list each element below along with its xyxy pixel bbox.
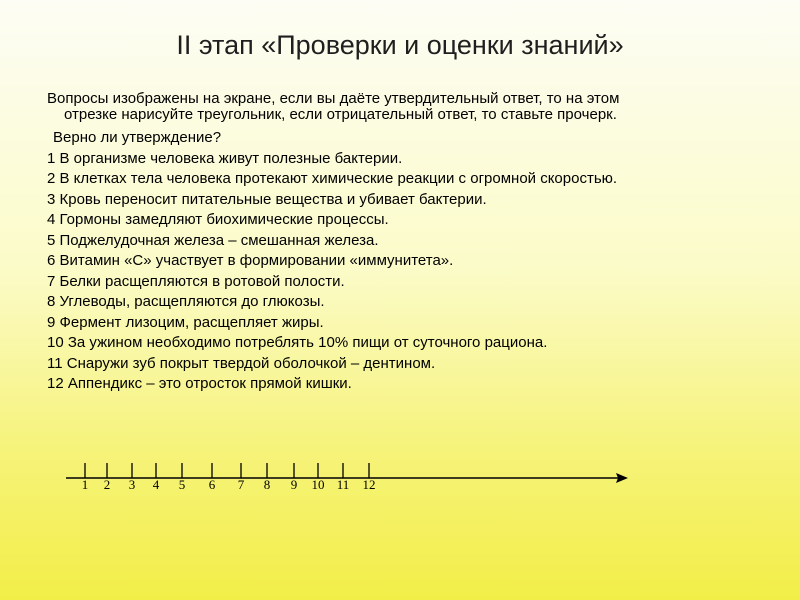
tick-label-12: 12 [362,477,376,492]
tick-label-1: 1 [81,477,89,492]
tick-label-10: 10 [311,477,325,492]
question-5: 5 Поджелудочная железа – смешанная железа. [47,231,379,249]
tick-label-6: 6 [208,477,216,492]
question-8: 8 Углеводы, расщепляются до глюкозы. [47,293,325,310]
question-10: 10 За ужином необходимо потреблять 10% пищи от суточного рациона. [47,334,548,351]
question-7: 7 Белки расщепляются в ротовой полости. [47,272,345,290]
tick-label-8: 8 [263,477,271,492]
tick-label-3: 3 [128,477,136,492]
question-12: 12 Аппендикс – это отросток прямой кишки. [47,375,352,392]
question-9: 9 Фермент лизоцим, расщепляет жиры. [47,313,324,331]
tick-label-4: 4 [152,477,160,492]
tick-label-11: 11 [336,477,350,492]
instructions-line-1: Вопросы изображены на экране, если вы даёте утвердительный ответ, то на этом [47,90,620,107]
tick-label-7: 7 [237,477,245,492]
question-11: 11 Снаружи зуб покрыт твердой оболочкой – дентином. [47,354,436,372]
instructions-line-2: отрезке нарисуйте треугольник, если отрицательный ответ, то ставьте прочерк. [64,106,617,123]
question-1: 1 В организме человека живут полезные бактерии. [47,149,403,167]
question-prompt: Верно ли утверждение? [53,129,222,146]
question-4: 4 Гормоны замедляют биохимические процессы. [47,211,389,228]
tick-label-2: 2 [103,477,111,492]
number-line-ticks [85,463,369,478]
tick-label-9: 9 [290,477,298,492]
tick-label-5: 5 [178,477,186,492]
question-3: 3 Кровь переносит питательные вещества и убивает бактерии. [47,190,487,208]
question-6: 6 Витамин «С» участвует в формировании «иммунитета». [47,252,454,269]
question-2: 2 В клетках тела человека протекают химические реакции с огромной скоростью. [47,170,618,187]
slide-title: II этап «Проверки и оценки знаний» [176,30,624,60]
